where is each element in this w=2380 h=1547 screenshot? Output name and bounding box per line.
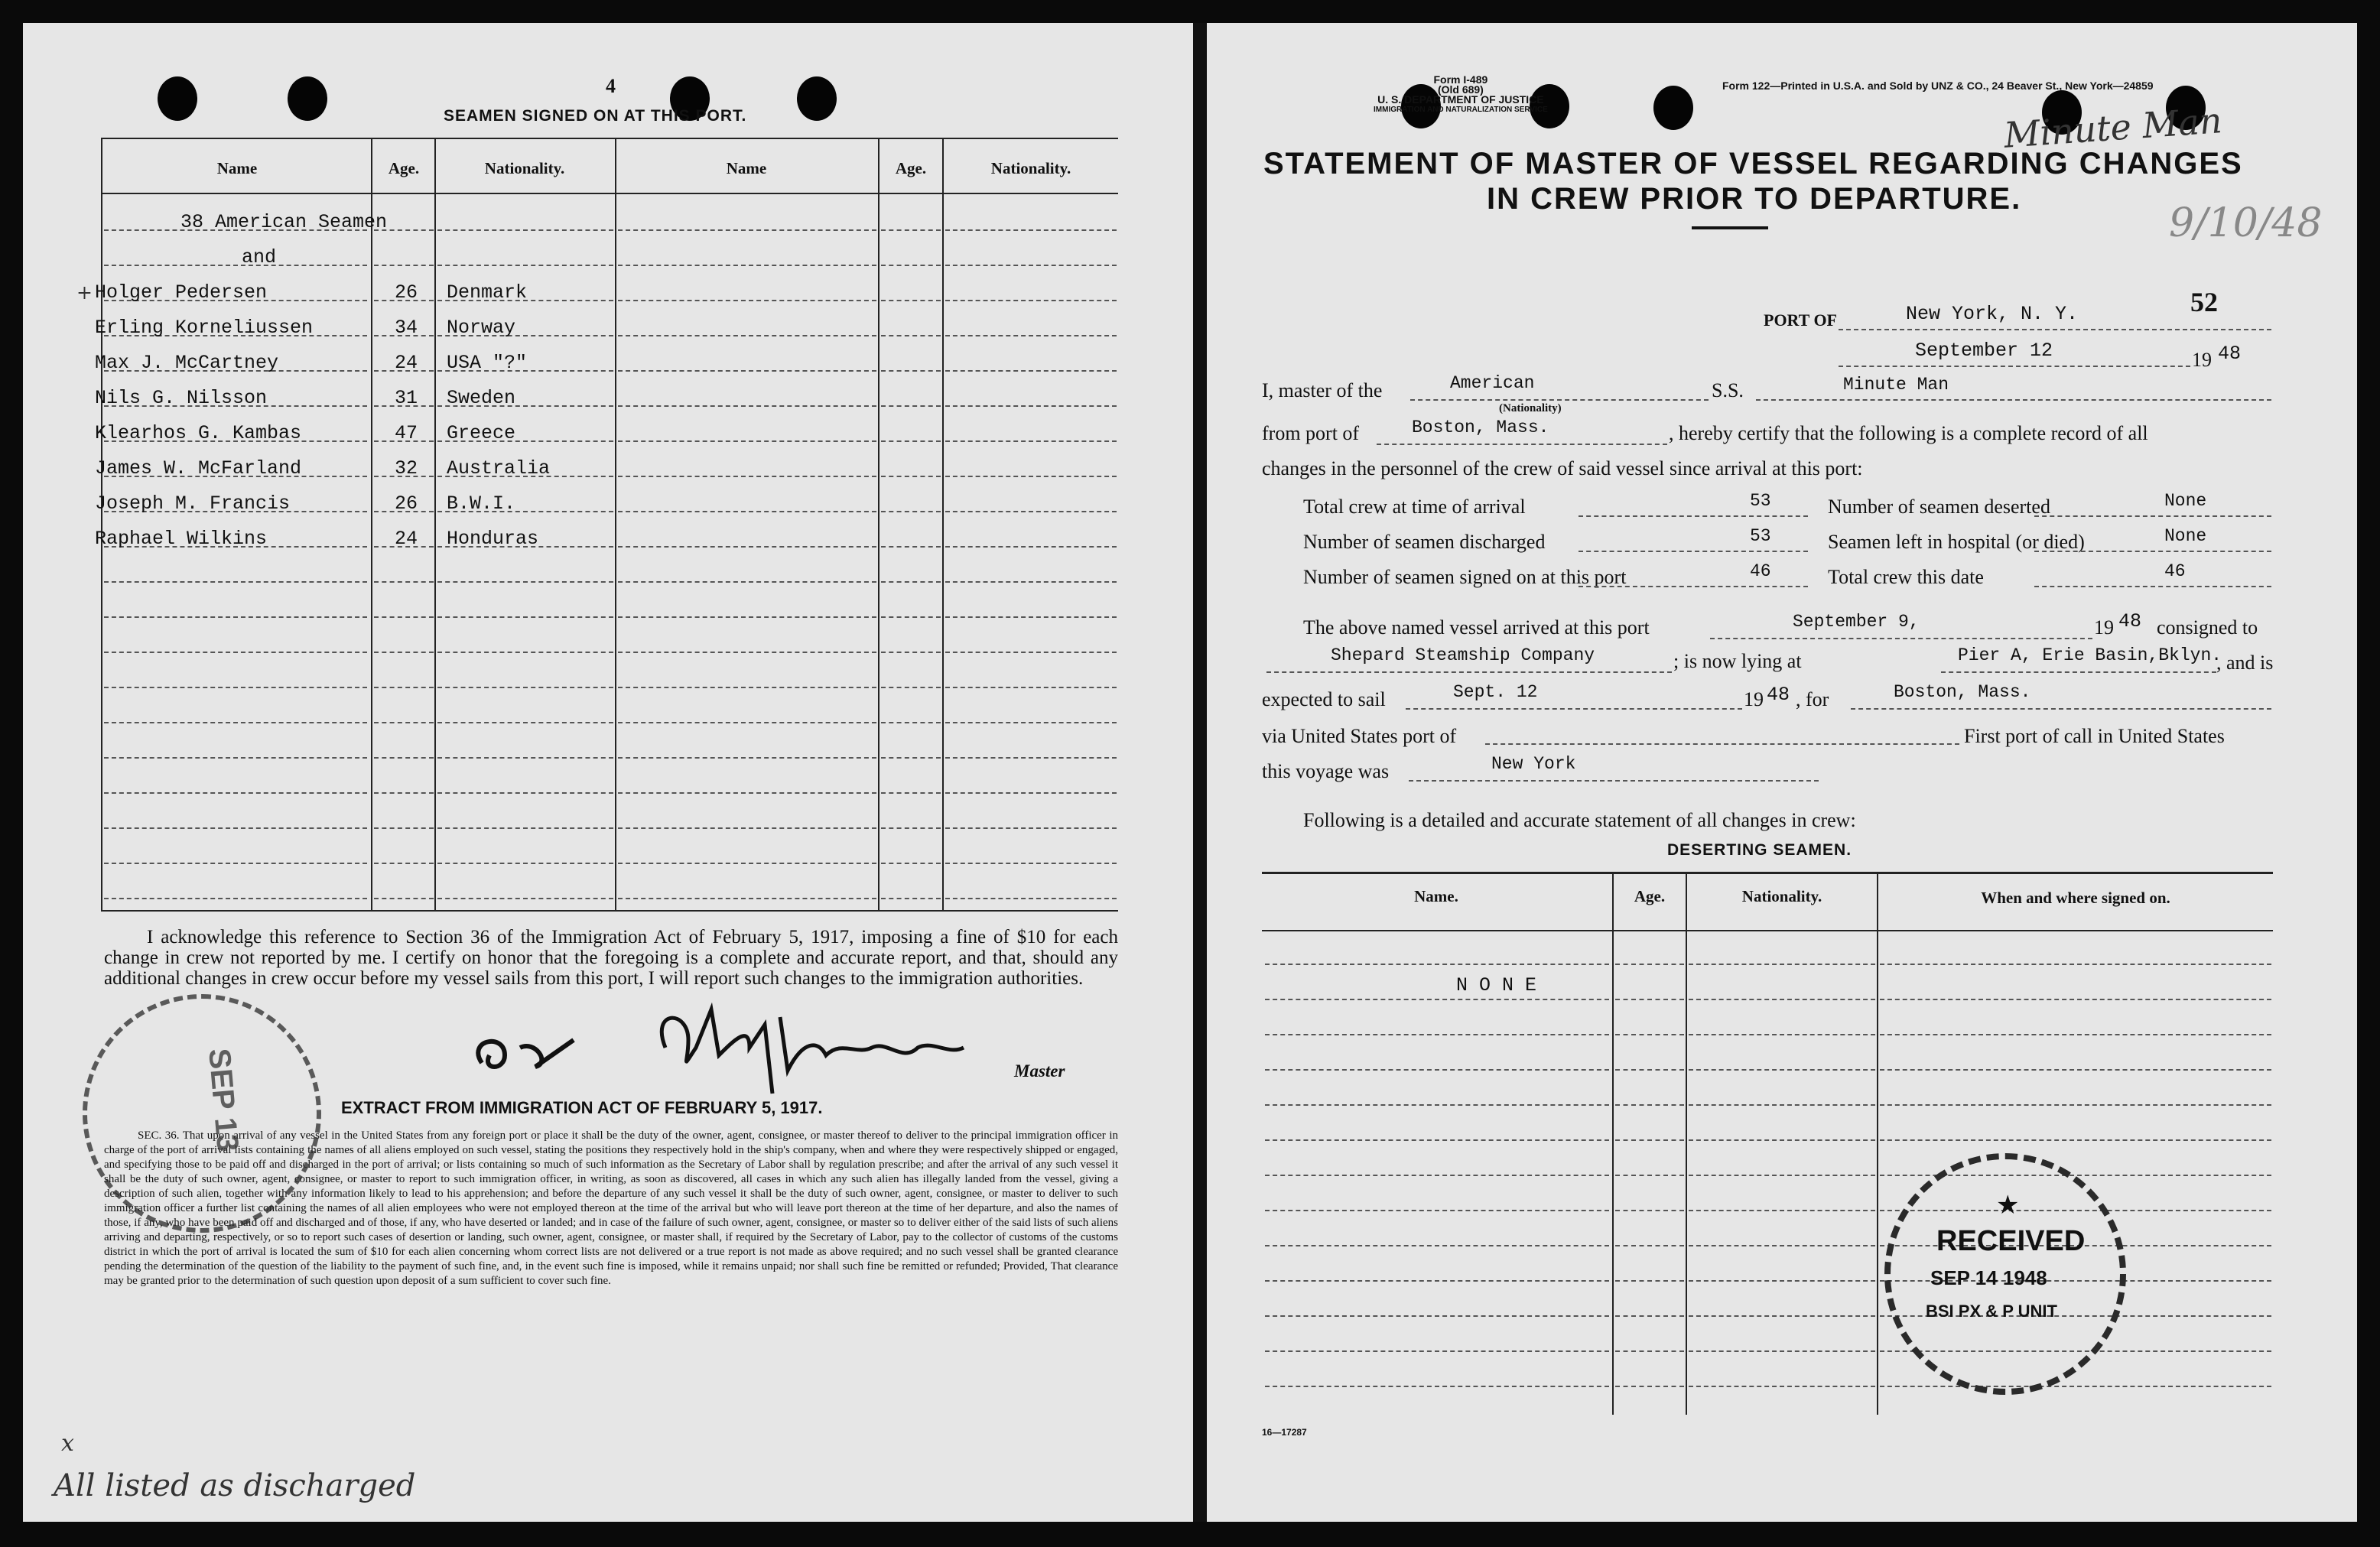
via-label: via United States port of [1262,725,1457,747]
row-rule [881,898,941,899]
row-rule [618,440,876,442]
col-header-age-2: Age. [895,159,927,177]
stat-label: Seamen left in hospital (or died) [1828,531,2085,553]
crew-age: 24 [395,528,418,550]
desert-row-rule [1615,1245,1684,1246]
from-port-value: Boston, Mass. [1412,418,1549,437]
sail-year: 48 [1767,684,1790,706]
table-top-rule [101,138,1118,139]
row-rule [437,792,613,794]
handwritten-date: 9/10/48 [2169,200,2323,246]
row-rule [881,687,941,688]
col-header-nationality-2: Nationality. [990,159,1071,177]
crew-nationality: Norway [447,317,516,339]
table-vline [371,138,372,910]
arrived-label: The above named vessel arrived at this port [1303,616,1650,639]
row-rule [437,616,613,618]
vessel-value: Minute Man [1843,375,1949,395]
row-rule [374,863,434,864]
port-stamp-date: SEP 13 [202,1047,245,1153]
lying-line [1941,671,2216,673]
row-rule [945,229,1117,231]
row-rule [881,476,941,477]
row-rule [104,757,367,759]
extract-text: SEC. 36. That upon arrival of any vessel in the United States from any foreign port or place it shall be the duty of the owner, agent, consignee, or master thereof to deliver to the principal immigration officer in charge of the port of arrival lists containing the names of all aliens employed on such vessel, stating the positions they respectively hold in the ship's company, when and where they were respectively shipped or engaged, and specifying those to be paid off and discharged in the port of arrival; or lists containing so much of such information as the Secretary of Labor shall by regulation prescribe; and after the arrival of any such vessel it shall be the duty of such owner, agent, consignee, or master to report to such immigration officer, in writing, as soon as discovered, all cases in which any such alien has illegally landed from the vessel, giving a description of such alien, together with any information likely to lead to his apprehension; and before the departure of any such vessel it shall be the duty of such owner, agent, consignee, or master to deliver to such immigration officer a further list containing the names of all alien employees who were not employed thereon at the time of the arrival but who will leave port thereon at the time of her departure, and also the names of those, if any, who have been paid off and discharged and of those, if any, who have deserted or landed; and in case of the failure of such owner, agent, consignee, or master so to deliver either of the said lists of such aliens arriving and departing, respectively, or so to report such cases of desertion or landing, such owner, agent, consignee, or master shall, if required by the Secretary of Labor, pay to the collector of customs of the customs district in which the port of arrival is located the sum of $10 for each alien concerning whom correct lists are not delivered or a true report is not made as above required; and no such vessel shall be granted clearance pending the determination of the question of the liability to the payment of such fine, and, in the event such fine is imposed, while it remains unpaid; nor shall such fine be remitted or refunded; Provided, That clearance may be granted prior to the determination of such question upon deposit of a sum sufficient to cover such fine. [104,1129,1118,1287]
handwritten-note: All listed as discharged [54,1468,416,1503]
destination-value: Boston, Mass. [1894,682,2031,702]
stat-label: Total crew this date [1828,566,1984,588]
sail-year-prefix: 19 [1744,688,1764,710]
row-rule [104,898,367,899]
form-old: (Old 689) [1437,83,1484,96]
row-rule [618,792,876,794]
row-rule [881,827,941,829]
stat-value: 53 [1750,526,1771,546]
consigned-label: consigned to [2157,616,2258,639]
following-text: Following is a detailed and accurate statement of all changes in crew: [1303,809,1856,831]
consignee-value: Shepard Steamship Company [1331,645,1595,665]
desert-row-rule [1689,999,1875,1000]
lying-value: Pier A, Erie Basin,Bklyn. [1958,645,2222,665]
received-stamp [1884,1153,2126,1395]
department: U. S. DEPARTMENT OF JUSTICE [1377,93,1544,106]
row-rule [618,405,876,407]
form-header-block [1374,75,1548,115]
stat-value: 53 [1750,491,1771,511]
from-port-label: from port of [1262,422,1360,444]
port-label: PORT OF [1764,310,1837,330]
desert-row-rule [1265,1350,1609,1352]
desert-row-rule [1265,1386,1609,1387]
row-rule [881,863,941,864]
row-rule [618,616,876,618]
stat-value: 46 [1750,561,1771,581]
desert-col-nationality: Nationality. [1741,887,1822,905]
desert-row-rule [1615,1386,1684,1387]
desert-row-rule [1615,1104,1684,1106]
sail-label: expected to sail [1262,688,1386,710]
desert-row-rule [1615,1069,1684,1071]
desert-row-rule [1689,1034,1875,1035]
crew-nationality: Greece [447,422,516,444]
row-rule [104,581,367,583]
lying-label: ; is now lying at [1673,650,1802,672]
desert-row-rule [1265,1175,1609,1176]
row-rule [618,476,876,477]
desert-row-rule [1615,1350,1684,1352]
row-rule [618,652,876,653]
row-rule [618,757,876,759]
table-header-rule [101,193,1118,194]
stat-line [2034,586,2271,587]
stat-line [2034,551,2271,552]
row-rule [945,827,1117,829]
col-header-nationality: Nationality. [484,159,565,177]
desert-row-rule [1265,1139,1609,1141]
row-rule [437,863,613,864]
desert-row-rule [1689,1210,1875,1211]
desert-row-rule [1689,1245,1875,1246]
row-rule [104,722,367,723]
arrived-year: 48 [2118,610,2142,632]
row-rule [881,581,941,583]
row-rule [945,440,1117,442]
desert-row-rule [1880,1386,2271,1387]
row-rule [104,687,367,688]
row-rule [618,898,876,899]
desert-row-rule [1615,1034,1684,1035]
row-rule [945,792,1117,794]
year-prefix: 19 [2192,349,2212,371]
master-signature [459,994,994,1101]
stat-label: Total crew at time of arrival [1303,496,1526,518]
crew-name: Max J. McCartney [95,352,279,374]
row-rule [437,722,613,723]
x-mark: x [61,1430,74,1457]
page-fold [1193,23,1207,1522]
page-num: 52 [2190,287,2218,317]
row-rule [374,581,434,583]
desert-row-rule [1265,1315,1609,1317]
desert-table-header-rule [1262,930,2273,931]
row-rule [437,827,613,829]
row-rule [881,440,941,442]
desert-row-rule [1689,1069,1875,1071]
first-call-line [1409,780,1819,782]
crew-name: Klearhos G. Kambas [95,422,302,444]
desert-row-rule [1689,1386,1875,1387]
row-rule [881,652,941,653]
consignee-line [1266,671,1672,673]
desert-row-rule [1265,1034,1609,1035]
crew-nationality: Honduras [447,528,539,550]
row-rule [618,581,876,583]
sail-line [1406,708,1742,710]
stat-label: Number of seamen discharged [1303,531,1546,553]
form-number: 16—17287 [1262,1427,1307,1438]
left-title: SEAMEN SIGNED ON AT THIS PORT. [444,107,747,125]
arrived-year-prefix: 19 [2094,616,2114,639]
row-rule [881,229,941,231]
row-rule [374,722,434,723]
deserting-entry: N O N E [1456,974,1537,996]
crew-name: Joseph M. Francis [95,492,291,515]
nationality-value: American [1450,373,1535,393]
row-rule [881,722,941,723]
punch-hole [288,76,327,121]
desert-row-rule [1615,1280,1684,1282]
desert-row-rule [1265,1210,1609,1211]
title-underline [1692,226,1768,229]
desert-row-rule [1689,1104,1875,1106]
stat-label: Number of seamen deserted [1828,496,2050,518]
col-header-name-2: Name [726,159,767,177]
page-number: 4 [606,75,616,97]
stat-line [1579,515,1808,517]
row-rule [945,652,1117,653]
table-vline [434,138,436,910]
crew-nationality: Australia [447,457,551,479]
row-rule [618,546,876,548]
row-rule [881,757,941,759]
stat-value: 46 [2164,561,2186,581]
acknowledgement-text: I acknowledge this reference to Section 36 of the Immigration Act of February 5, 1917, imposing a fine of $10 for each change in crew not reported by me. I certify on honor that the foregoing is a complete and accurate report, and that, should any additional changes in crew occur before my vessel sails from this port, I will report such changes to the immigration authorities. [104,927,1118,989]
row-rule [618,511,876,512]
row-rule [104,616,367,618]
received-title: RECEIVED [1936,1225,2086,1257]
year-suffix: 48 [2218,343,2242,365]
row-rule [374,757,434,759]
row-rule [104,652,367,653]
intro-line: and [242,246,277,268]
row-rule [881,511,941,512]
row-rule [881,792,941,794]
vessel-line [1756,399,2271,401]
received-unit: BSI PX & P UNIT [1926,1302,2057,1321]
crew-age: 31 [395,387,418,409]
desert-row-rule [1880,1069,2271,1071]
row-rule [881,265,941,266]
desert-row-rule [1615,999,1684,1000]
sail-date: Sept. 12 [1453,682,1538,702]
row-rule [945,265,1117,266]
row-rule [618,722,876,723]
row-rule [437,265,613,266]
desert-row-rule [1689,1350,1875,1352]
crew-name: Raphael Wilkins [95,528,268,550]
star-icon: ★ [1996,1191,2020,1220]
row-rule [945,546,1117,548]
first-call-label: First port of call in United States [1964,725,2225,747]
row-rule [437,757,613,759]
crew-name: James W. McFarland [95,457,302,479]
form-title-line1: STATEMENT OF MASTER OF VESSEL REGARDING CHANGES [1263,147,2243,180]
desert-row-rule [1615,1175,1684,1176]
desert-row-rule [1265,964,1609,965]
certify-text: , hereby certify that the following is a complete record of all [1669,422,2148,444]
row-rule [881,370,941,372]
crew-age: 47 [395,422,418,444]
stat-line [2034,515,2271,517]
crew-nationality: B.W.I. [447,492,516,515]
desert-table-top [1262,872,2273,874]
nationality-caption: (Nationality) [1499,402,1562,414]
desert-col-name: Name. [1414,887,1458,905]
row-rule [881,300,941,301]
desert-row-rule [1265,1245,1609,1246]
crew-age: 32 [395,457,418,479]
row-rule [104,792,367,794]
table-bottom-rule [101,910,1118,912]
row-rule [104,265,367,266]
row-rule [618,827,876,829]
crew-name: Nils G. Nilsson [95,387,268,409]
desert-row-rule [1880,1104,2271,1106]
table-vline [942,138,944,910]
row-rule [618,300,876,301]
punch-hole [158,76,197,121]
crew-nationality: Denmark [447,281,528,304]
desert-row-rule [1880,1139,2271,1141]
changes-text: changes in the personnel of the crew of said vessel since arrival at this port: [1262,457,1863,479]
row-rule [374,827,434,829]
date-line [1839,366,2190,367]
crew-name: Holger Pedersen [95,281,268,304]
row-rule [945,476,1117,477]
row-rule [374,898,434,899]
and-is: , and is [2216,652,2274,674]
desert-row-rule [1615,964,1684,965]
port-stamp [83,994,321,1233]
row-rule [374,687,434,688]
desert-row-rule [1615,1315,1684,1317]
nationality-line [1410,399,1709,401]
row-rule [945,511,1117,512]
voyage-label: this voyage was [1262,760,1390,782]
desert-vline [1877,872,1878,1415]
desert-vline [1686,872,1687,1415]
desert-row-rule [1265,1069,1609,1071]
row-rule [618,687,876,688]
row-rule [374,265,434,266]
desert-row-rule [1689,1175,1875,1176]
row-rule [945,898,1117,899]
col-header-age: Age. [388,159,420,177]
for-label: , for [1796,688,1829,710]
desert-row-rule [1689,1280,1875,1282]
form-title-line2: IN CREW PRIOR TO DEPARTURE. [1487,182,2022,216]
arrived-date: September 9, [1793,612,1920,632]
row-rule [945,300,1117,301]
crew-age: 26 [395,492,418,515]
row-rule [881,616,941,618]
row-rule [945,581,1117,583]
punch-hole [1653,86,1693,130]
signature-role: Master [1014,1061,1065,1081]
arrived-line [1710,638,2092,639]
col-header-name: Name [216,159,258,177]
form-id: Form I-489 [1433,73,1488,86]
desert-col-age: Age. [1634,887,1666,905]
row-rule [618,265,876,266]
row-rule [374,616,434,618]
destination-line [1851,708,2271,710]
row-rule [104,863,367,864]
crew-mark: + [76,281,93,304]
printer-line: Form 122—Printed in U.S.A. and Sold by UNZ & CO., 24 Beaver St., New York—24859 [1722,80,2154,92]
first-call-value: New York [1491,754,1576,774]
desert-row-rule [1265,1280,1609,1282]
intro-line: 38 American Seamen [180,211,388,233]
extract-title: EXTRACT FROM IMMIGRATION ACT OF FEBRUARY 5, 1917. [341,1098,823,1117]
row-rule [945,405,1117,407]
row-rule [881,405,941,407]
row-rule [618,335,876,336]
port-line [1839,329,2271,330]
deserting-title: DESERTING SEAMEN. [1667,841,1852,859]
table-vline [878,138,879,910]
desert-row-rule [1615,1210,1684,1211]
crew-name: Erling Korneliussen [95,317,314,339]
stat-label: Number of seamen signed on at this port [1303,566,1627,588]
row-rule [618,229,876,231]
port-value: New York, N. Y. [1906,303,2079,325]
crew-nationality: Sweden [447,387,516,409]
row-rule [104,827,367,829]
row-rule [945,370,1117,372]
row-rule [437,898,613,899]
stat-line [1579,586,1808,587]
row-rule [945,335,1117,336]
handwritten-vessel: Minute Man [2002,99,2224,156]
desert-row-rule [1689,1315,1875,1317]
stat-line [1579,551,1808,552]
desert-row-rule [1689,964,1875,965]
row-rule [437,229,613,231]
row-rule [437,687,613,688]
row-rule [945,687,1117,688]
row-rule [618,863,876,864]
crew-age: 24 [395,352,418,374]
row-rule [945,757,1117,759]
ss-label: S.S. [1712,379,1744,401]
desert-row-rule [1689,1139,1875,1141]
row-rule [945,863,1117,864]
crew-age: 34 [395,317,418,339]
crew-age: 26 [395,281,418,304]
desert-vline [1612,872,1614,1415]
desert-row-rule [1880,999,2271,1000]
row-rule [437,581,613,583]
table-vline [615,138,616,910]
row-rule [881,335,941,336]
row-rule [945,722,1117,723]
master-label: I, master of the [1262,379,1383,401]
received-date: SEP 14 1948 [1930,1266,2047,1289]
desert-row-rule [1615,1139,1684,1141]
punch-hole [797,76,837,121]
desert-row-rule [1880,964,2271,965]
from-port-line [1377,444,1667,445]
row-rule [374,652,434,653]
desert-row-rule [1265,999,1609,1000]
row-rule [881,546,941,548]
row-rule [374,792,434,794]
stat-value: None [2164,491,2207,511]
desert-row-rule [1265,1104,1609,1106]
service: IMMIGRATION AND NATURALIZATION SERVICE [1374,106,1548,114]
crew-nationality: USA "?" [447,352,528,374]
stat-value: None [2164,526,2207,546]
desert-col-when: When and where signed on. [1981,889,2170,907]
row-rule [437,652,613,653]
via-line [1485,743,1959,745]
row-rule [618,370,876,372]
desert-row-rule [1880,1034,2271,1035]
row-rule [945,616,1117,618]
date-value: September 12 [1915,340,2053,362]
table-vline [101,138,102,910]
